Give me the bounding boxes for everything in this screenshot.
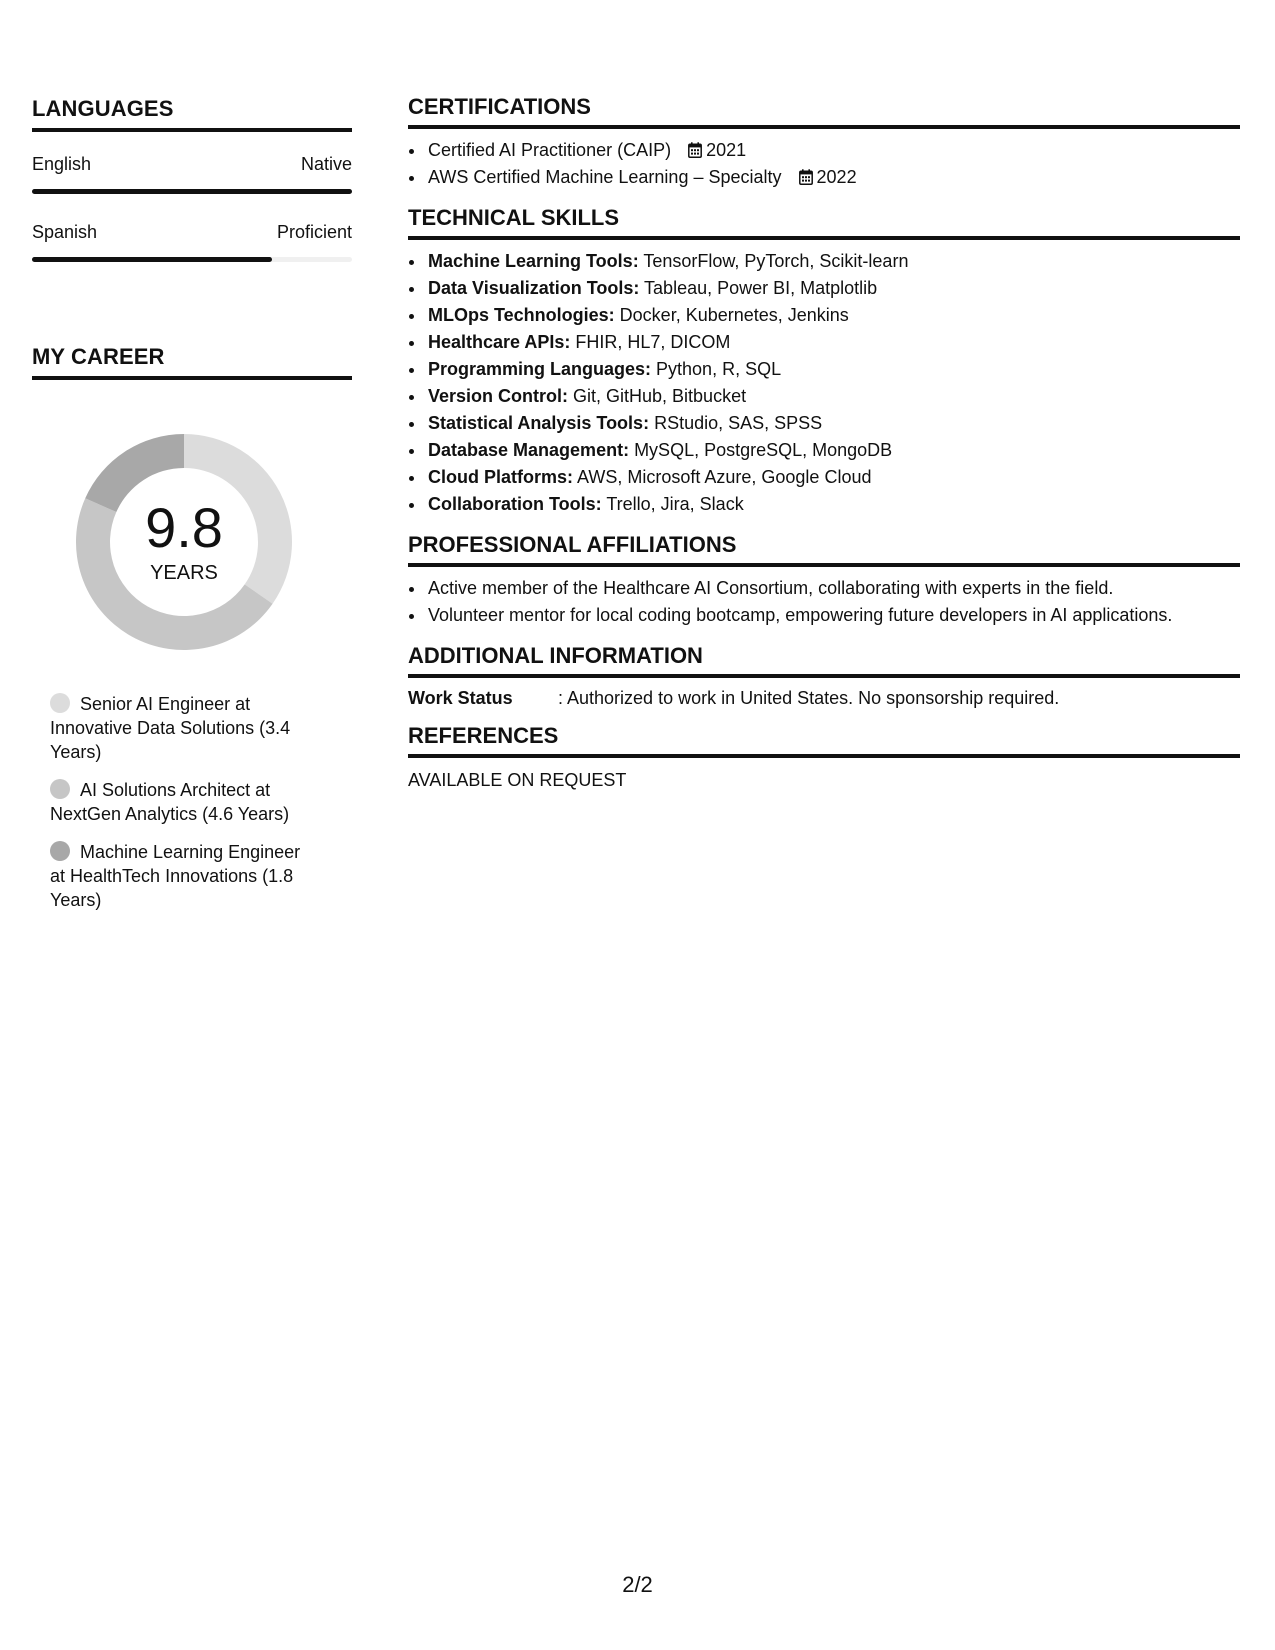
skill-category: Version Control:: [428, 386, 569, 406]
languages-heading: LANGUAGES: [32, 96, 352, 132]
career-legend: [32, 692, 352, 912]
language-level-bar: [32, 257, 352, 262]
certification-item: [426, 164, 1240, 191]
skill-values: Docker, Kubernetes, Jenkins: [614, 305, 849, 325]
language-level-fill: [32, 189, 352, 194]
skill-category: Cloud Platforms:: [428, 467, 574, 487]
work-status-label: Work Status: [408, 688, 513, 708]
skill-values: RStudio, SAS, SPSS: [649, 413, 823, 433]
skill-item: [426, 410, 1240, 437]
skills-heading: TECHNICAL SKILLS: [408, 205, 1240, 240]
certification-item: [426, 137, 1240, 164]
skill-values: TensorFlow, PyTorch, Scikit-learn: [638, 251, 909, 271]
certifications-heading: CERTIFICATIONS: [408, 94, 1240, 129]
career-section: [32, 344, 352, 912]
certification-year: 2022: [816, 167, 857, 187]
skill-category: Data Visualization Tools:: [428, 278, 640, 298]
skill-category: Statistical Analysis Tools:: [428, 413, 650, 433]
right-column: [408, 94, 1240, 791]
work-status-value: : Authorized to work in United States. No sponsorship required.: [558, 688, 1060, 708]
skill-values: AWS, Microsoft Azure, Google Cloud: [573, 467, 872, 487]
language-level: Native: [300, 154, 352, 174]
certification-year: 2021: [706, 140, 747, 160]
language-english: [32, 154, 352, 194]
legend-item: [50, 692, 320, 764]
skill-item: [426, 491, 1240, 518]
skill-category: Programming Languages:: [428, 359, 652, 379]
skill-category: Database Management:: [428, 440, 630, 460]
legend-swatch: [50, 693, 70, 713]
skill-item: [426, 302, 1240, 329]
certification-name: Certified AI Practitioner (CAIP): [428, 140, 672, 160]
skills-list: [408, 248, 1240, 518]
skill-category: Collaboration Tools:: [428, 494, 602, 514]
legend-label: Senior AI Engineer at Innovative Data Solutions (3.4 Years): [50, 694, 291, 762]
legend-swatch: [50, 779, 70, 799]
legend-item: [50, 778, 320, 826]
total-years-unit: YEARS: [150, 561, 218, 584]
language-spanish: [32, 222, 352, 262]
skill-category: MLOps Technologies:: [428, 305, 615, 325]
references-text: AVAILABLE ON REQUEST: [408, 770, 627, 790]
additional-info-heading: ADDITIONAL INFORMATION: [408, 643, 1240, 678]
career-donut-chart: [64, 422, 304, 662]
skill-values: FHIR, HL7, DICOM: [570, 332, 731, 352]
legend-label: Machine Learning Engineer at HealthTech Innovations (1.8 Years): [50, 842, 301, 910]
skill-category: Machine Learning Tools:: [428, 251, 639, 271]
skill-values: MySQL, PostgreSQL, MongoDB: [629, 440, 893, 460]
legend-swatch: [50, 841, 70, 861]
legend-item: [50, 840, 320, 912]
left-column: [32, 96, 352, 926]
total-years-value: 9.8: [145, 495, 223, 559]
work-status-row: [408, 688, 1240, 709]
skill-item: [426, 248, 1240, 275]
skill-values: Git, GitHub, Bitbucket: [568, 386, 747, 406]
calendar-icon: [688, 142, 702, 158]
skill-category: Healthcare APIs:: [428, 332, 571, 352]
affiliations-heading: PROFESSIONAL AFFILIATIONS: [408, 532, 1240, 567]
affiliation-item: • Active member of the Healthcare AI Consortium, collaborating with experts in the field.: [426, 575, 1240, 602]
calendar-icon: [799, 169, 813, 185]
references-heading: REFERENCES: [408, 723, 1240, 758]
legend-label: AI Solutions Architect at NextGen Analytics (4.6 Years): [50, 780, 290, 824]
language-level: Proficient: [276, 222, 352, 242]
affiliations-list: [408, 575, 1240, 629]
skill-item: [426, 329, 1240, 356]
skill-item: [426, 464, 1240, 491]
language-level-fill: [32, 257, 272, 262]
skill-item: [426, 383, 1240, 410]
skill-values: Trello, Jira, Slack: [601, 494, 744, 514]
career-heading: MY CAREER: [32, 344, 352, 380]
skill-values: Tableau, Power BI, Matplotlib: [639, 278, 878, 298]
skill-item: [426, 437, 1240, 464]
page-number: 2/2: [622, 1572, 653, 1597]
certification-name: AWS Certified Machine Learning – Specialty: [428, 167, 782, 187]
skill-values: Python, R, SQL: [651, 359, 782, 379]
skill-item: [426, 356, 1240, 383]
language-name: English: [32, 154, 92, 174]
skill-item: [426, 275, 1240, 302]
language-name: Spanish: [32, 222, 98, 242]
language-level-bar: [32, 189, 352, 194]
certifications-list: [408, 137, 1240, 191]
affiliation-item: • Volunteer mentor for local coding bootcamp, empowering future developers in AI applications.: [426, 602, 1240, 629]
